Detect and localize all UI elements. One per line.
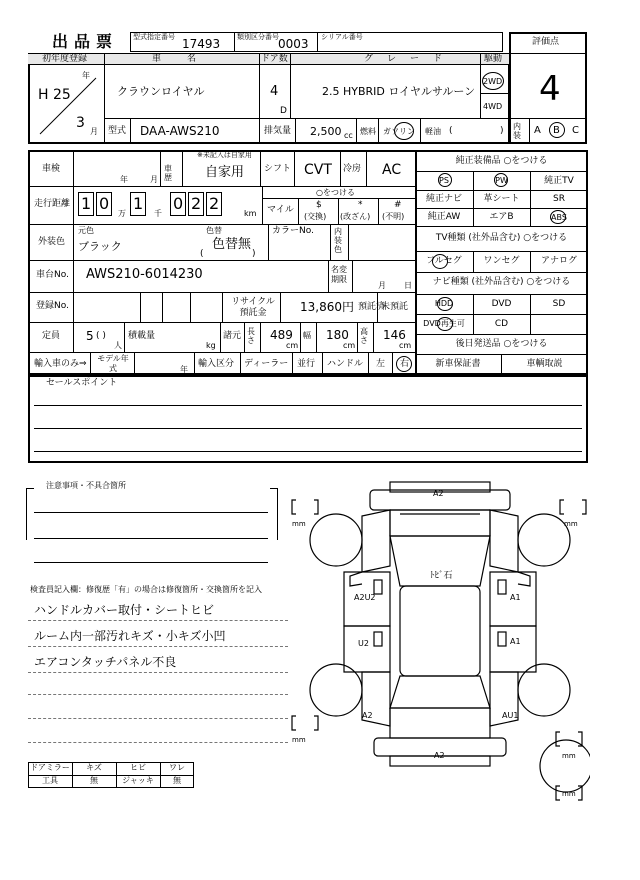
height-unit: cm (399, 341, 412, 350)
interior-label: 内装 (513, 122, 521, 140)
navi-cd: CD (494, 319, 509, 329)
unit-km: km (244, 209, 257, 218)
usage-note: ※未記入は自家用 (197, 151, 252, 159)
legend-jack-value: 無 (173, 776, 181, 785)
model-code: DAA-AWS210 (140, 124, 220, 138)
handle-right-circle (396, 356, 412, 372)
fuel-diesel: 軽油 (425, 127, 441, 136)
color-repaint-label: 色替 (206, 226, 222, 235)
mileage-label: 走行距離 (34, 199, 71, 209)
diag-windshield: ﾄﾋﾞ石 (430, 571, 453, 581)
usage-value: 自家用 (205, 165, 245, 180)
score-label: 評価点 (532, 37, 560, 47)
tire-unit-lf: mm (292, 520, 306, 528)
color-paren-open: ( (200, 249, 204, 259)
later-manual: 車輌取説 (526, 359, 563, 369)
model-year-label: モデル年式 (97, 354, 129, 373)
import-label: 輸入車のみ⇒ (34, 359, 87, 369)
mileage-digit-3: 1 (133, 194, 144, 213)
tv-fullseg-circle (432, 254, 448, 269)
history-label: 車歴 (164, 164, 172, 182)
interior-grade-a: A (534, 125, 541, 136)
sales-box (28, 375, 588, 463)
legend-tools-value: 無 (90, 776, 98, 785)
capacity-unit: 人 (114, 341, 122, 350)
equip-pw: PW (495, 176, 508, 185)
first-reg-label: 初年度登録 (42, 54, 88, 64)
equip-leather: 革シート (483, 194, 520, 204)
capacity-value: 5 (86, 329, 94, 343)
handle-label: ハンドル (327, 359, 364, 369)
length-value: 489 (270, 328, 293, 342)
navi-title: ナビ種類 (社外品含む) ○をつける (432, 277, 571, 287)
first-reg-month: 3 (76, 115, 85, 131)
length-unit: cm (286, 341, 299, 350)
exchange-label: (交換) (304, 212, 327, 221)
doors-label: ドア数 (261, 54, 288, 64)
mileage-digit-4: 0 (173, 194, 184, 213)
type-cert-label: 型式指定番号 (133, 33, 175, 41)
height-value: 146 (383, 328, 406, 342)
width-value: 180 (326, 328, 349, 342)
later-title: 後日発送品 ○をつける (455, 339, 548, 349)
cooling-value: AC (382, 162, 402, 178)
year-unit: 年 (82, 71, 90, 80)
grade-value: 2.5 HYBRID ロイヤルサルーン (322, 85, 476, 98)
mile-label: マイル (267, 205, 294, 215)
load-unit: kg (206, 341, 216, 350)
tv-title: TV種類 (社外品含む) ○をつける (435, 233, 568, 243)
later-warranty: 新車保証書 (435, 359, 481, 369)
note-line-3: エアコンタッチパネル不良 (34, 655, 177, 669)
tire-unit-rf: mm (564, 520, 578, 528)
grade-label: グレード (364, 54, 457, 64)
note-line-2: ルーム内一部汚れキズ・小キズ小凹 (34, 629, 226, 643)
month-unit: 月 (90, 127, 98, 136)
fuel-gasoline: ガソリン (383, 127, 415, 136)
mileage-digit-6: 2 (209, 194, 220, 213)
legend-scratch: キズ (86, 763, 102, 772)
cooling-label: 冷房 (343, 164, 362, 174)
equip-abs: ABS (551, 213, 567, 222)
displacement-label: 排気量 (264, 126, 292, 136)
mileage-digit-2: 0 (99, 194, 110, 213)
width-label: 幅 (303, 331, 311, 340)
rename-day: 日 (404, 281, 412, 290)
legend-break: ワレ (169, 763, 185, 772)
door-count: 4 (270, 84, 279, 99)
parallel-label: 並行 (297, 359, 316, 369)
note-line-1: ハンドルカバー取付・シートヒビ (34, 603, 215, 617)
equip-abs-circle (550, 210, 566, 224)
color-paren-close: ) (252, 249, 256, 259)
navi-hdd-circle (437, 297, 453, 311)
page-title: 出品票 (52, 32, 119, 51)
color-original-label: 元色 (78, 226, 94, 235)
interior-grade-b: B (553, 125, 560, 136)
interior-grade-circle (549, 122, 565, 138)
drive-circle (482, 72, 504, 90)
recycle-amount: 13,860円 (300, 300, 354, 314)
notes-bracket-left (26, 488, 34, 540)
notes-bracket-right (270, 488, 278, 540)
height-label: 高さ (360, 327, 368, 345)
inspection-label: 車検 (42, 164, 61, 174)
equip-tv: 純正TV (544, 176, 574, 186)
reg-label: 登録No. (36, 301, 69, 311)
shift-label: シフト (264, 164, 292, 174)
diag-lr-door: U2 (358, 639, 369, 648)
equip-sr: SR (553, 194, 565, 204)
width-unit: cm (343, 341, 356, 350)
model-year-unit: 年 (180, 365, 188, 374)
fuel-paren-open: ( (449, 126, 453, 136)
diag-top: A2 (433, 489, 444, 498)
chassis-number: AWS210-6014230 (86, 267, 203, 282)
legend-mirror: ドアミラー (30, 763, 70, 772)
load-label: 積載量 (128, 331, 156, 341)
interior-color-label: 内装色 (334, 227, 342, 254)
shift-value: CVT (304, 162, 332, 178)
sales-label: セールスポイント (46, 378, 118, 388)
score-value: 4 (539, 69, 561, 109)
legend-jack: ジャッキ (122, 776, 154, 785)
door-type: D (280, 106, 287, 116)
length-label: 長さ (247, 327, 255, 345)
color-original: ブラック (78, 240, 122, 253)
navi-sd: SD (552, 299, 566, 309)
tv-analog: アナログ (540, 256, 577, 266)
inspection-year-unit: 年 (120, 175, 128, 184)
displacement-unit: cc (344, 131, 353, 140)
handle-left: 左 (376, 359, 386, 369)
fuel-circle (394, 122, 414, 140)
altered-mark: * (358, 200, 363, 210)
model-label: 型式 (108, 126, 127, 136)
car-diagram (290, 476, 590, 806)
legend-tools: 工具 (42, 776, 58, 785)
navi-dvd-play-circle (437, 317, 453, 331)
chassis-label: 車台No. (36, 270, 69, 280)
altered-label: (改ざん) (340, 212, 371, 221)
mileage-digit-5: 2 (191, 194, 202, 213)
mark-note: ○をつける (316, 188, 355, 197)
tire-unit-rr: mm (562, 752, 576, 760)
interior-grade-c: C (572, 125, 579, 136)
inspector-note: 検査員記入欄：修復歴「有」の場合は修復箇所・交換箇所を記入 (30, 585, 262, 594)
diag-lf-door: A2U2 (354, 593, 376, 602)
capacity-label: 定員 (42, 331, 61, 341)
fuel-label: 燃料 (360, 127, 376, 136)
diag-rr-door: A1 (510, 637, 521, 646)
navi-hdd: HDD (434, 299, 454, 308)
rename-month: 月 (378, 281, 386, 290)
drive-4wd: 4WD (483, 102, 503, 111)
rename-label: 名変期限 (331, 265, 347, 284)
color-repaint: 色替無 (212, 237, 252, 252)
handle-right: 右 (400, 359, 410, 369)
fuel-paren-close: ) (500, 126, 504, 136)
recycle-label: リサイクル預託金 (231, 297, 275, 318)
unit-man: 万 (118, 209, 126, 218)
drive-label: 駆動 (484, 54, 503, 64)
displacement-value: 2,500 (310, 125, 342, 138)
equip-navi: 純正ナビ (425, 194, 462, 204)
import-type-label: 輸入区分 (198, 359, 235, 369)
dealer-label: ディーラー (244, 359, 289, 369)
diag-rf-door: A1 (510, 593, 521, 602)
class-label: 類別区分番号 (237, 33, 279, 41)
legend-crack: ヒビ (130, 763, 146, 772)
class-number: 0003 (278, 37, 309, 51)
exchange-mark: $ (316, 200, 322, 210)
notes-label: 注意事項・不具合箇所 (46, 481, 126, 490)
first-reg-year: H 25 (38, 87, 71, 103)
equip-title: 純正装備品 ○をつける (455, 156, 548, 166)
color-label: 外装色 (38, 237, 66, 247)
tire-unit-spare: mm (562, 790, 576, 798)
navi-dvd-play: DVD再生可 (423, 319, 465, 328)
tire-unit-lr: mm (292, 736, 306, 744)
serial-label: シリアル番号 (321, 33, 363, 41)
equip-ps-circle (438, 173, 452, 187)
recycle-deposited: 預託済 (358, 302, 386, 312)
unit-sen: 千 (154, 209, 162, 218)
car-name: クラウンロイヤル (117, 85, 205, 98)
type-cert-number: 17493 (182, 37, 221, 51)
color-no-label: カラーNo. (272, 226, 314, 236)
diag-left-rear: A2 (362, 711, 373, 720)
navi-dvd: DVD (491, 299, 512, 309)
tv-fullseg: フルセグ (426, 256, 462, 266)
mileage-digit-1: 1 (81, 194, 92, 213)
equip-pw-circle (494, 173, 508, 187)
unknown-label: (不明) (382, 212, 405, 221)
equip-ps: PS (439, 176, 449, 185)
diag-bottom: A2 (434, 751, 445, 760)
diag-right-rear: AU1 (502, 711, 519, 720)
drive-2wd: 2WD (483, 77, 503, 86)
dims-label: 諸元 (223, 331, 242, 341)
equip-aw: 純正AW (427, 212, 461, 222)
car-name-label: 車名 (152, 54, 223, 64)
recycle-not-deposited: 未預託 (381, 302, 409, 312)
equip-airbag: エアB (489, 212, 514, 222)
inspection-month-unit: 月 (150, 175, 158, 184)
tv-oneseg: ワンセグ (483, 256, 520, 266)
capacity-paren: ( ) (96, 331, 106, 341)
unknown-mark: # (394, 200, 402, 210)
